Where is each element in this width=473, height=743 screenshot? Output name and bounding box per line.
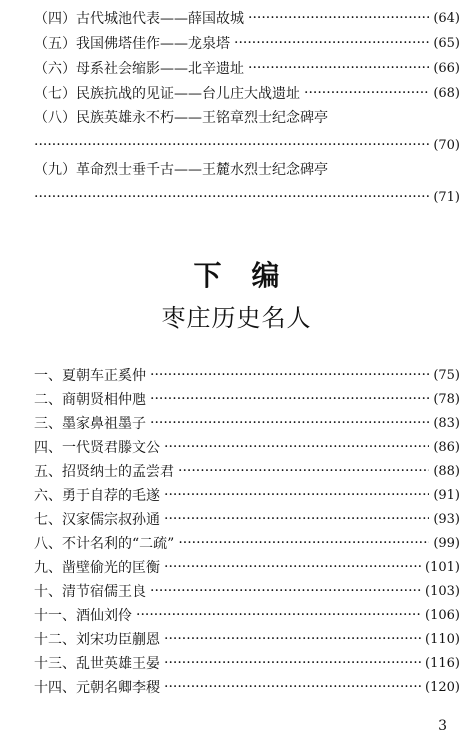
toc-entry — [34, 7, 460, 29]
entry-title: 凿壁偷光的匡衡 — [62, 560, 160, 576]
entry-page: (120) — [425, 679, 460, 695]
entry-page: (86) — [433, 439, 460, 455]
entry-title: 革命烈士垂千古——王麓水烈士纪念碑亭 — [76, 162, 328, 178]
entry-number: 十、 — [34, 584, 62, 600]
dot-leader — [34, 134, 429, 156]
entry-number: 三、 — [34, 416, 62, 432]
toc-entry — [34, 628, 460, 650]
entry-page: (68) — [433, 85, 460, 101]
entry-page: (78) — [433, 391, 460, 407]
toc-entry — [34, 364, 460, 386]
entry-title: 母系社会缩影——北辛遗址 — [76, 61, 244, 77]
entry-title: 元朝名卿李稷 — [76, 680, 160, 696]
entry-page: (91) — [433, 487, 460, 503]
dot-leader — [164, 652, 421, 674]
toc-entry — [34, 676, 460, 698]
entry-number: 十三、 — [34, 656, 76, 672]
entry-title: 不计名利的“二疏” — [62, 536, 175, 552]
dot-leader — [178, 532, 429, 554]
toc-entry — [34, 388, 460, 410]
entry-number: 四、 — [34, 440, 62, 456]
dot-leader — [304, 82, 429, 104]
entry-page: (101) — [425, 559, 460, 575]
toc-entry — [34, 652, 460, 674]
entry-number: 十四、 — [34, 680, 76, 696]
dot-leader — [248, 57, 429, 79]
entry-page: (83) — [433, 415, 460, 431]
dot-leader — [164, 676, 421, 698]
entry-title: 商朝贤相仲虺 — [62, 392, 146, 408]
entry-title: 刘宋功臣蒯恩 — [76, 632, 160, 648]
entry-page: (65) — [433, 35, 460, 51]
toc-entry — [34, 604, 460, 626]
toc-entry — [34, 556, 460, 578]
entry-number: 八、 — [34, 536, 62, 552]
entry-number: （六） — [34, 61, 76, 77]
entry-number: （八） — [34, 110, 76, 126]
entry-title: 夏朝车正奚仲 — [62, 368, 146, 384]
part-subtitle: 枣庄历史名人 — [161, 304, 312, 332]
entry-title: 汉家儒宗叔孙通 — [62, 512, 160, 528]
dot-leader — [136, 604, 421, 626]
entry-title: 招贤纳士的孟尝君 — [62, 464, 174, 480]
entry-title: 墨家鼻祖墨子 — [62, 416, 146, 432]
dot-leader — [164, 628, 421, 650]
entry-title: 清节宿儒王良 — [62, 584, 146, 600]
entry-number: （五） — [34, 36, 76, 52]
entry-number: 十一、 — [34, 608, 76, 624]
entry-page: (99) — [433, 535, 460, 551]
toc-entry — [34, 106, 460, 128]
toc-entry — [34, 508, 460, 530]
dot-leader — [150, 580, 421, 602]
dot-leader — [150, 388, 429, 410]
toc-entry — [34, 412, 460, 434]
toc-entry — [34, 32, 460, 54]
toc-entry — [34, 436, 460, 458]
entry-page: (70) — [433, 137, 460, 153]
entry-title: 我国佛塔佳作——龙泉塔 — [76, 36, 230, 52]
entry-number: 五、 — [34, 464, 62, 480]
toc-entry-continuation — [34, 134, 460, 156]
entry-page: (110) — [425, 631, 460, 647]
entry-number: （九） — [34, 162, 76, 178]
entry-page: (88) — [433, 463, 460, 479]
entry-number: 十二、 — [34, 632, 76, 648]
entry-number: 六、 — [34, 488, 62, 504]
entry-title: 古代城池代表——薛国故城 — [76, 11, 244, 27]
toc-entry — [34, 460, 460, 482]
entry-page: (93) — [433, 511, 460, 527]
entry-number: 一、 — [34, 368, 62, 384]
dot-leader — [164, 556, 421, 578]
entry-title: 民族英雄永不朽——王铭章烈士纪念碑亭 — [76, 110, 328, 126]
toc-entry — [34, 484, 460, 506]
dot-leader — [164, 484, 429, 506]
dot-leader — [150, 364, 429, 386]
entry-number: （四） — [34, 11, 76, 27]
entry-page: (116) — [425, 655, 460, 671]
entry-number: 二、 — [34, 392, 62, 408]
entry-page: (75) — [433, 367, 460, 383]
dot-leader — [248, 7, 429, 29]
entry-number: 九、 — [34, 560, 62, 576]
entry-page: (64) — [433, 10, 460, 26]
entry-number: 七、 — [34, 512, 62, 528]
toc-entry — [34, 82, 460, 104]
dot-leader — [164, 436, 429, 458]
entry-page: (66) — [433, 60, 460, 76]
dot-leader — [234, 32, 429, 54]
entry-title: 勇于自荐的毛遂 — [62, 488, 160, 504]
dot-leader — [34, 186, 429, 208]
dot-leader — [150, 412, 429, 434]
entry-page: (106) — [425, 607, 460, 623]
entry-title: 乱世英雄王晏 — [76, 656, 160, 672]
toc-entry — [34, 580, 460, 602]
entry-page: (103) — [425, 583, 460, 599]
dot-leader — [178, 460, 429, 482]
entry-title: 酒仙刘伶 — [76, 608, 132, 624]
toc-entry — [34, 57, 460, 79]
toc-entry-continuation — [34, 186, 460, 208]
entry-title: 民族抗战的见证——台儿庄大战遗址 — [76, 86, 300, 102]
entry-page: (71) — [433, 189, 460, 205]
toc-entry — [34, 532, 460, 554]
entry-title: 一代贤君滕文公 — [62, 440, 160, 456]
dot-leader — [164, 508, 429, 530]
entry-number: （七） — [34, 86, 76, 102]
page-number: 3 — [438, 718, 447, 734]
toc-entry — [34, 158, 460, 180]
part-heading: 下编 — [193, 259, 310, 292]
